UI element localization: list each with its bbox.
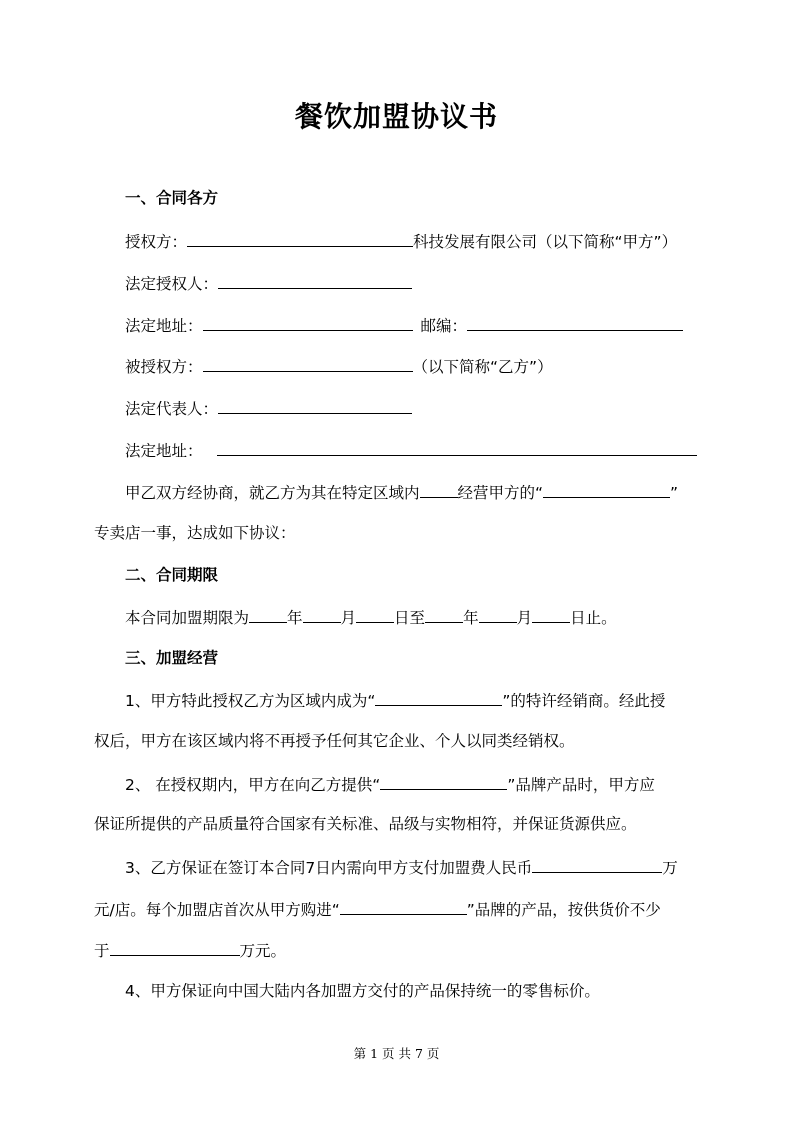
clause-3-line-2-b: ”品牌的产品，按供货价不少: [466, 901, 661, 919]
intro-paragraph-line-2: 专卖店一事，达成如下协议：: [94, 524, 296, 542]
term-year-2: 年: [463, 609, 479, 627]
legal-address-label-1: 法定地址：: [125, 317, 203, 335]
legal-address-line-1: [125, 314, 683, 336]
clause-1-line-1: [125, 689, 665, 711]
clause-3-brand-blank[interactable]: [340, 898, 467, 915]
region-mode-blank[interactable]: [420, 481, 458, 498]
document-title: 餐饮加盟协议书: [294, 100, 498, 133]
clause-3-line-2-a: 元/店。每个加盟店首次从甲方购进“: [94, 901, 340, 919]
licensee-name-blank[interactable]: [203, 355, 413, 372]
intro-paragraph-line-1: [125, 481, 678, 503]
clause-1-blank[interactable]: [375, 689, 502, 706]
term-month-2: 月: [516, 609, 533, 627]
legal-address-label-2: 法定地址：: [125, 442, 203, 460]
licensee-label: 被授权方：: [125, 358, 203, 376]
end-month-blank[interactable]: [479, 606, 517, 623]
term-day-to: 日至: [394, 609, 426, 627]
clause-3-text-a: 3、乙方保证在签订本合同7日内需向甲方支付加盟费人民币: [125, 859, 533, 877]
clause-1-text-b: ”的特许经销商。经此授: [502, 692, 666, 710]
clause-2-blank[interactable]: [380, 773, 507, 790]
section-heading-franchise: 三、加盟经营: [125, 649, 219, 667]
licensor-label: 授权方：: [125, 233, 188, 251]
term-text-start: 本合同加盟期限为: [125, 609, 250, 627]
section-heading-parties: 一、合同各方: [125, 189, 219, 207]
page-footer: 第 1 页 共 7 页: [353, 1046, 440, 1061]
legal-address-blank-1[interactable]: [203, 314, 413, 331]
licensee-line: [125, 355, 553, 377]
term-day-end: 日止。: [570, 609, 617, 627]
intro-text-1: 甲乙双方经协商，就乙方为其在特定区域内: [125, 484, 420, 502]
clause-2-text-b: ”品牌产品时，甲方应: [507, 776, 655, 794]
legal-address-blank-2[interactable]: [217, 439, 697, 456]
section-heading-term: 二、合同期限: [125, 566, 219, 584]
clause-1-line-2: 权后，甲方在该区域内将不再授予任何其它企业、个人以同类经销权。: [94, 732, 575, 750]
term-line: [125, 606, 617, 628]
clause-3-line-3: [94, 939, 286, 961]
clause-4: 4、甲方保证向中国大陆内各加盟方交付的产品保持统一的零售标价。: [125, 982, 600, 1000]
licensee-suffix: （以下简称“乙方”）: [412, 358, 553, 376]
clause-2-line-2: 保证所提供的产品质量符合国家有关标准、品级与实物相符，并保证货源供应。: [94, 815, 637, 833]
clause-3-line-1: [125, 856, 678, 878]
legal-authorizer-label: 法定授权人：: [125, 275, 219, 293]
licensor-suffix: 科技发展有限公司（以下简称“甲方”）: [413, 233, 678, 251]
legal-authorizer-line: [125, 272, 412, 294]
start-month-blank[interactable]: [303, 606, 341, 623]
legal-rep-blank[interactable]: [218, 397, 412, 414]
legal-rep-label: 法定代表人：: [125, 400, 219, 418]
start-day-blank[interactable]: [356, 606, 394, 623]
postcode-label: 邮编：: [420, 317, 468, 335]
start-year-blank[interactable]: [249, 606, 287, 623]
clause-3-line-3-b: 万元。: [239, 942, 287, 960]
end-day-blank[interactable]: [532, 606, 570, 623]
legal-address-line-2: [125, 439, 697, 461]
legal-rep-line: [125, 397, 412, 419]
intro-text-2: 经营甲方的“: [457, 484, 544, 502]
clause-2-text-a: 2、 在授权期内，甲方在向乙方提供“: [125, 776, 381, 794]
term-month-1: 月: [340, 609, 357, 627]
clause-3-line-3-a: 于: [94, 942, 110, 960]
licensor-line: [125, 230, 677, 252]
intro-text-3: ”: [670, 484, 679, 502]
clause-1-text-a: 1、甲方特此授权乙方为区域内成为“: [125, 692, 376, 710]
clause-3-text-b: 万: [662, 859, 678, 877]
clause-3-line-2: [94, 898, 661, 920]
brand-name-blank[interactable]: [543, 481, 670, 498]
postcode-blank[interactable]: [467, 314, 683, 331]
legal-authorizer-blank[interactable]: [218, 272, 412, 289]
minimum-purchase-blank[interactable]: [110, 939, 240, 956]
end-year-blank[interactable]: [425, 606, 463, 623]
franchise-fee-blank[interactable]: [532, 856, 662, 873]
clause-2-line-1: [125, 773, 655, 795]
term-year-1: 年: [287, 609, 303, 627]
licensor-name-blank[interactable]: [187, 230, 413, 247]
